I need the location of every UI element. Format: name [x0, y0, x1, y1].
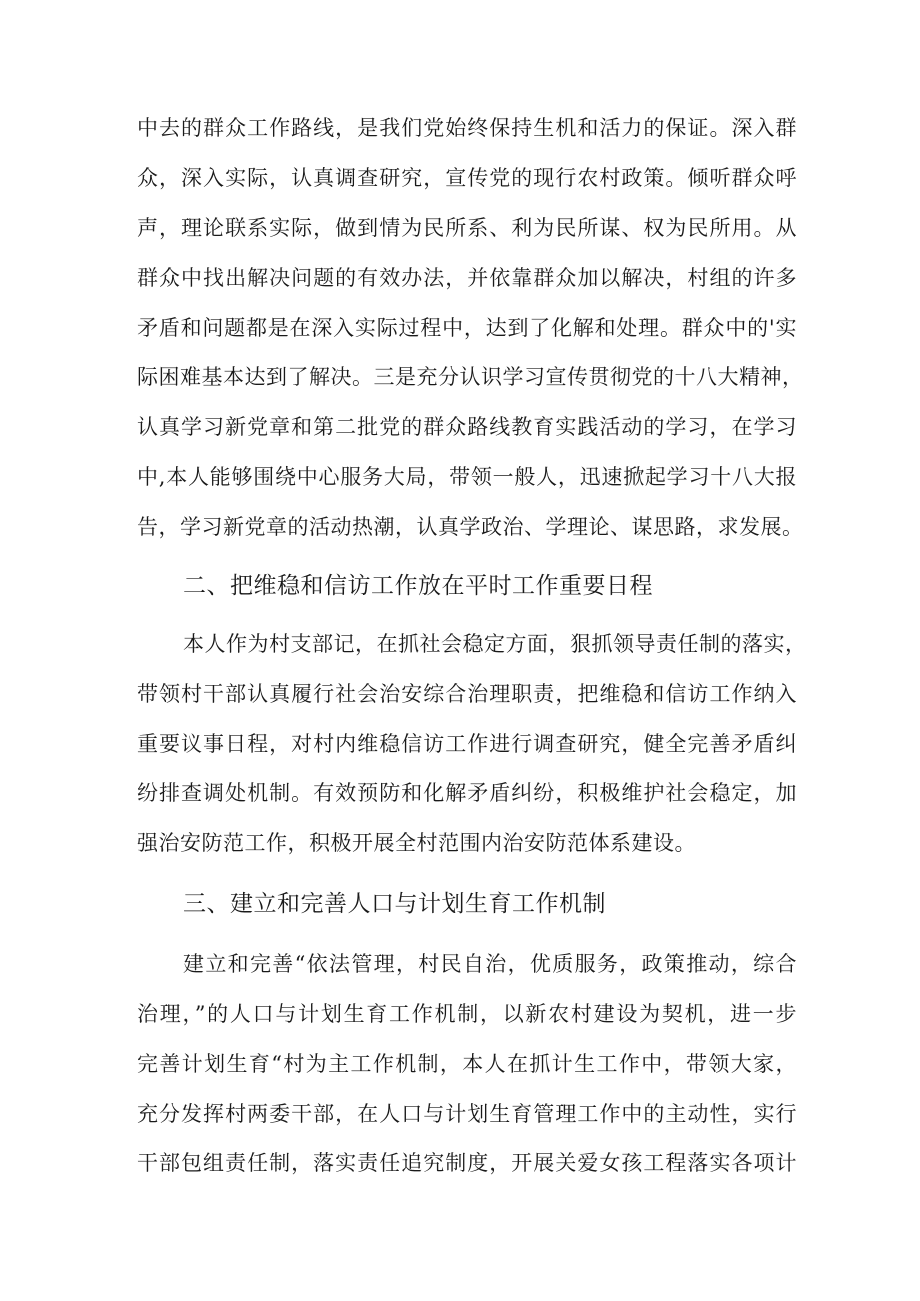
text-line: 干部包组责任制，落实责任追究制度，开展关爱女孩工程落实各项计 [137, 1151, 797, 1175]
text-line: 群众中找出解决问题的有效办法，并依靠群众加以解决，村组的许多 [137, 266, 797, 290]
text-line: 中,本人能够围绕中心服务大局，带领一般人，迅速掀起学习十八大报 [137, 465, 797, 489]
text-line: 重要议事日程，对村内维稳信访工作进行调查研究，健全完善矛盾纠 [137, 732, 797, 756]
text-line: 中去的群众工作路线，是我们党始终保持生机和活力的保证。深入群 [137, 116, 797, 140]
section-heading-3: 三、建立和完善人口与计划生育工作机制 [183, 891, 606, 917]
text-line: 纷排查调处机制。有效预防和化解矛盾纠纷，积极维护社会稳定，加 [137, 781, 797, 805]
text-line: 告，学习新党章的活动热潮，认真学政治、学理论、谋思路，求发展。 [137, 515, 804, 539]
text-line: 认真学习新党章和第二批党的群众路线教育实践活动的学习，在学习 [137, 415, 797, 439]
text-line: 际困难基本达到了解决。三是充分认识学习宣传贯彻党的十八大精神， [137, 365, 804, 389]
text-line: 强治安防范工作，积极开展全村范围内治安防范体系建设。 [137, 831, 696, 855]
text-line: 治理，”的人口与计划生育工作机制，以新农村建设为契机，进一步 [137, 1002, 797, 1026]
text-line: 建立和完善“依法管理，村民自治，优质服务，政策推动，综合 [183, 952, 797, 976]
text-line: 众，深入实际，认真调查研究，宣传党的现行农村政策。倾听群众呼 [137, 166, 797, 190]
section-heading-2: 二、把维稳和信访工作放在平时工作重要日程 [183, 573, 653, 599]
text-line: 充分发挥村两委干部，在人口与计划生育管理工作中的主动性，实行 [137, 1102, 797, 1126]
text-line: 本人作为村支部记，在抓社会稳定方面，狠抓领导责任制的落实， [183, 632, 807, 656]
text-line: 完善计划生育“村为主工作机制，本人在抓计生工作中，带领大家， [137, 1052, 797, 1076]
text-line: 声，理论联系实际，做到情为民所系、利为民所谋、权为民所用。从 [137, 216, 797, 240]
text-line: 带领村干部认真履行社会治安综合治理职责，把维稳和信访工作纳入 [137, 682, 797, 706]
text-line: 矛盾和问题都是在深入实际过程中，达到了化解和处理。群众中的'实 [137, 316, 797, 340]
